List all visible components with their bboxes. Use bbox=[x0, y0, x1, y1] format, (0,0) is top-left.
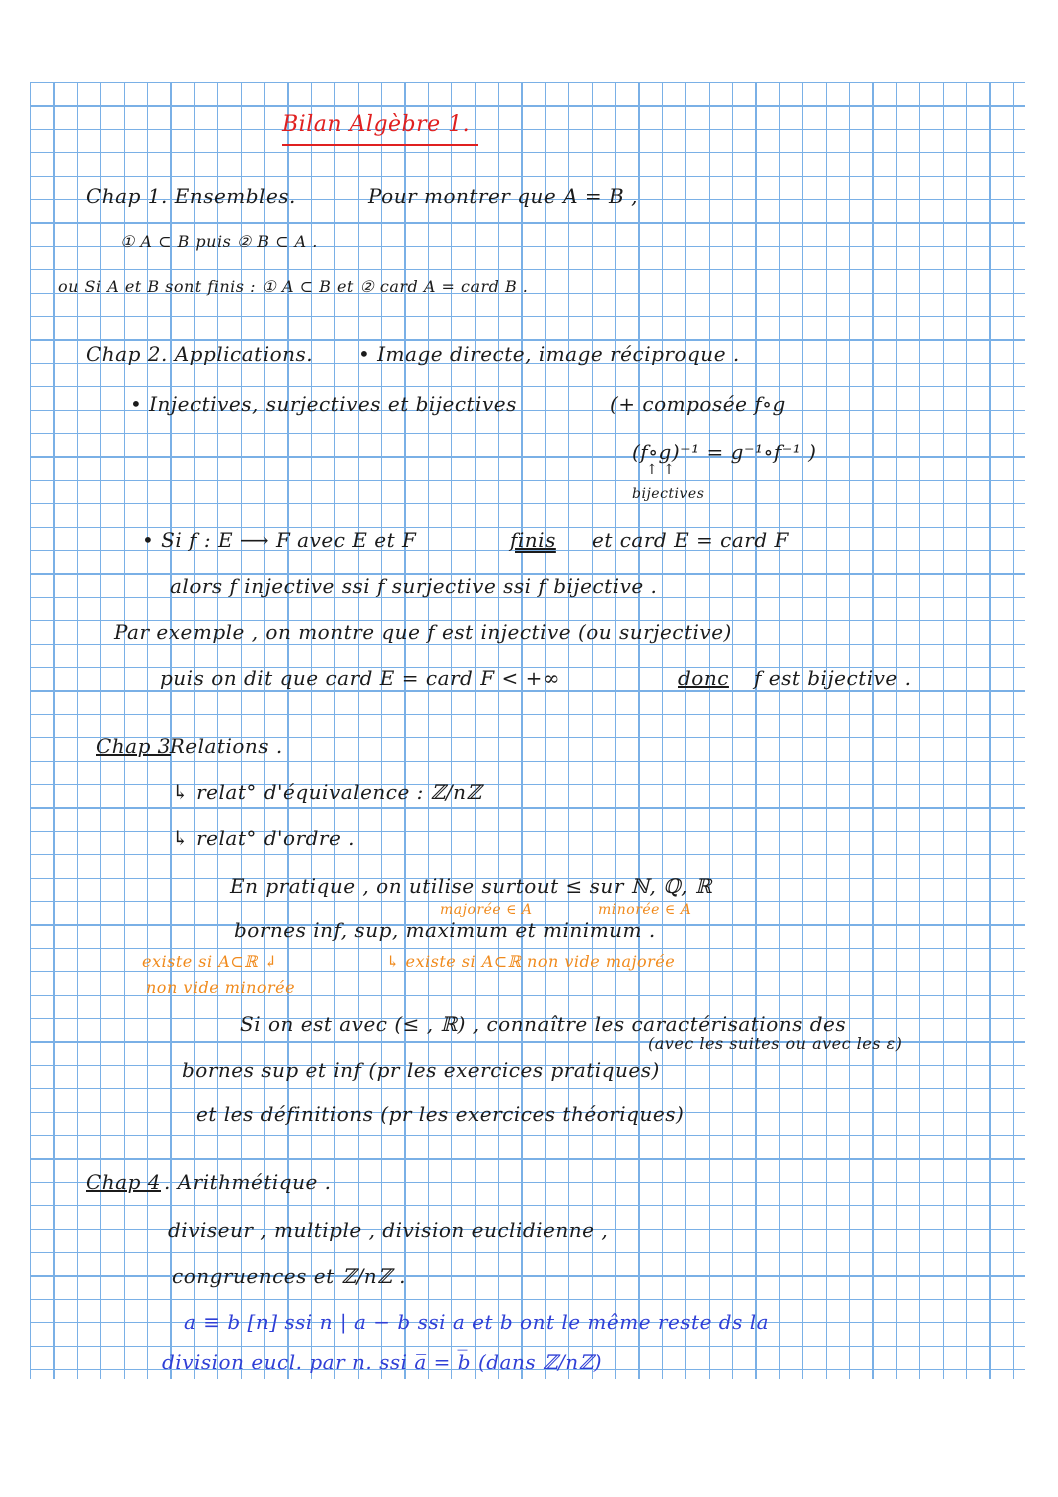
chap1-line3: ou Si A et B sont finis : ① A ⊂ B et ② card A = card B . bbox=[58, 277, 529, 296]
chap3-heading-rest: . Relations . bbox=[156, 734, 283, 758]
grid-line-vertical bbox=[943, 82, 944, 1379]
grid-line-vertical bbox=[872, 82, 873, 1379]
grid-line-vertical bbox=[615, 82, 616, 1379]
grid-line-vertical bbox=[779, 82, 780, 1379]
grid-line-horizontal bbox=[30, 105, 1025, 106]
chap1-line2: ① A ⊂ B puis ② B ⊂ A . bbox=[120, 232, 318, 251]
chap3-equivalence: ↳ relat° d'équivalence : ℤ/nℤ bbox=[172, 780, 482, 804]
chap2-donc: donc bbox=[678, 666, 729, 690]
chap2-puis-line-post: f est bijective . bbox=[754, 666, 912, 690]
grid-line-horizontal bbox=[30, 222, 1025, 223]
grid-line-vertical bbox=[709, 82, 710, 1379]
chap3-avec-suites: (avec les suites ou avec les ε) bbox=[648, 1034, 903, 1053]
chap2-alors-line: alors f injective ssi f surjective ssi f bijective . bbox=[170, 574, 658, 598]
chap2-inverse-formula: (f∘g)⁻¹ = g⁻¹∘f⁻¹ ) bbox=[632, 440, 817, 464]
grid-line-horizontal bbox=[30, 714, 1025, 715]
grid-line-horizontal bbox=[30, 386, 1025, 387]
grid-line-horizontal bbox=[30, 316, 1025, 317]
chap2-bullet2: • Injectives, surjectives et bijectives bbox=[130, 392, 517, 416]
chap2-bullet3-post: et card E = card F bbox=[592, 528, 789, 552]
chap2-arrow-marks: ↑ ↑ bbox=[646, 462, 676, 478]
grid-line-vertical bbox=[30, 82, 31, 1379]
title-underline bbox=[282, 144, 478, 146]
grid-line-vertical bbox=[638, 82, 639, 1379]
grid-line-horizontal bbox=[30, 433, 1025, 434]
chap4-line2: congruences et ℤ/nℤ . bbox=[172, 1264, 407, 1288]
grid-line-horizontal bbox=[30, 807, 1025, 808]
grid-line-horizontal bbox=[30, 503, 1025, 504]
chap4-blue-line2: division eucl. par n. ssi a̅ = b̅ (dans ℤ/nℤ) bbox=[162, 1350, 603, 1374]
grid-line-vertical bbox=[568, 82, 569, 1379]
chap2-bijectives-note: bijectives bbox=[632, 486, 705, 502]
grid-line-vertical bbox=[755, 82, 756, 1379]
grid-line-horizontal bbox=[30, 129, 1025, 130]
chap3-definitions: et les définitions (pr les exercices théoriques) bbox=[196, 1102, 685, 1126]
chap2-bullet3-pre: • Si f : E ⟶ F avec E et F bbox=[142, 528, 417, 552]
chap3-note-existe-2: non vide minorée bbox=[146, 978, 296, 997]
grid-line-horizontal bbox=[30, 152, 1025, 153]
grid-line-vertical bbox=[989, 82, 990, 1379]
grid-line-horizontal bbox=[30, 269, 1025, 270]
grid-line-horizontal bbox=[30, 761, 1025, 762]
chap3-pratique: En pratique , on utilise surtout ≤ sur ℕ, ℚ, ℝ bbox=[230, 874, 712, 898]
grid-line-horizontal bbox=[30, 1158, 1025, 1159]
chap4-heading: Chap 4 bbox=[86, 1170, 161, 1194]
grid-line-horizontal bbox=[30, 1135, 1025, 1136]
chap3-si-on: Si on est avec (≤ , ℝ) , connaître les caractérisations des bbox=[240, 1012, 847, 1036]
grid-line-horizontal bbox=[30, 456, 1025, 457]
grid-line-vertical bbox=[545, 82, 546, 1379]
grid-line-horizontal bbox=[30, 1299, 1025, 1300]
grid-line-horizontal bbox=[30, 176, 1025, 177]
grid-line-vertical bbox=[592, 82, 593, 1379]
chap3-note-majoree: majorée ∈ A bbox=[440, 902, 533, 918]
grid-line-horizontal bbox=[30, 1205, 1025, 1206]
grid-line-horizontal bbox=[30, 854, 1025, 855]
grid-line-horizontal bbox=[30, 971, 1025, 972]
chap2-par-exemple-line: Par exemple , on montre que f est injective (ou surjective) bbox=[114, 620, 732, 644]
grid-line-horizontal bbox=[30, 82, 1025, 83]
grid-line-horizontal bbox=[30, 1346, 1025, 1347]
grid-line-vertical bbox=[662, 82, 663, 1379]
chap1-heading: Chap 1. Ensembles. bbox=[86, 184, 296, 208]
grid-line-vertical bbox=[802, 82, 803, 1379]
chap3-bornes-sup: bornes sup et inf (pr les exercices pratiques) bbox=[182, 1058, 660, 1082]
chap4-heading-rest: . Arithmétique . bbox=[164, 1170, 332, 1194]
grid-line-horizontal bbox=[30, 690, 1025, 691]
chap4-blue-line1: a ≡ b [n] ssi n | a − b ssi a et b ont le même reste ds la bbox=[184, 1310, 770, 1334]
chap2-bullet1: • Image directe, image réciproque . bbox=[358, 342, 740, 366]
chap3-heading: Chap 3 bbox=[96, 734, 171, 758]
grid-line-horizontal bbox=[30, 1088, 1025, 1089]
chap3-note-minoree: minorée ∈ A bbox=[598, 902, 692, 918]
chap4-line1: diviseur , multiple , division euclidienne , bbox=[168, 1218, 609, 1242]
grid-line-vertical bbox=[53, 82, 54, 1379]
chap2-heading: Chap 2. Applications. bbox=[86, 342, 314, 366]
grid-line-horizontal bbox=[30, 339, 1025, 340]
grid-line-horizontal bbox=[30, 1252, 1025, 1253]
chap3-note-existe-3: ↳ existe si A⊂ℝ non vide majorée bbox=[386, 952, 676, 971]
chap2-bullet3-finis: finis bbox=[510, 528, 556, 552]
grid-line-vertical bbox=[896, 82, 897, 1379]
chap3-bornes: bornes inf, sup, maximum et minimum . bbox=[234, 918, 656, 942]
chap2-composee: (+ composée f∘g bbox=[610, 392, 786, 416]
grid-line-vertical bbox=[826, 82, 827, 1379]
chap3-note-existe-1: existe si A⊂ℝ ↲ bbox=[142, 952, 278, 971]
grid-line-vertical bbox=[849, 82, 850, 1379]
chap2-puis-line-pre: puis on dit que card E = card F < +∞ bbox=[160, 666, 560, 690]
grid-line-vertical bbox=[966, 82, 967, 1379]
grid-line-vertical bbox=[685, 82, 686, 1379]
grid-line-vertical bbox=[732, 82, 733, 1379]
page-title: Bilan Algèbre 1. bbox=[282, 112, 471, 137]
grid-line-vertical bbox=[919, 82, 920, 1379]
grid-line-horizontal bbox=[30, 948, 1025, 949]
grid-line-vertical bbox=[1013, 82, 1014, 1379]
grid-line-horizontal bbox=[30, 480, 1025, 481]
chap1-intro: Pour montrer que A = B , bbox=[368, 184, 638, 208]
chap3-ordre: ↳ relat° d'ordre . bbox=[172, 826, 356, 850]
